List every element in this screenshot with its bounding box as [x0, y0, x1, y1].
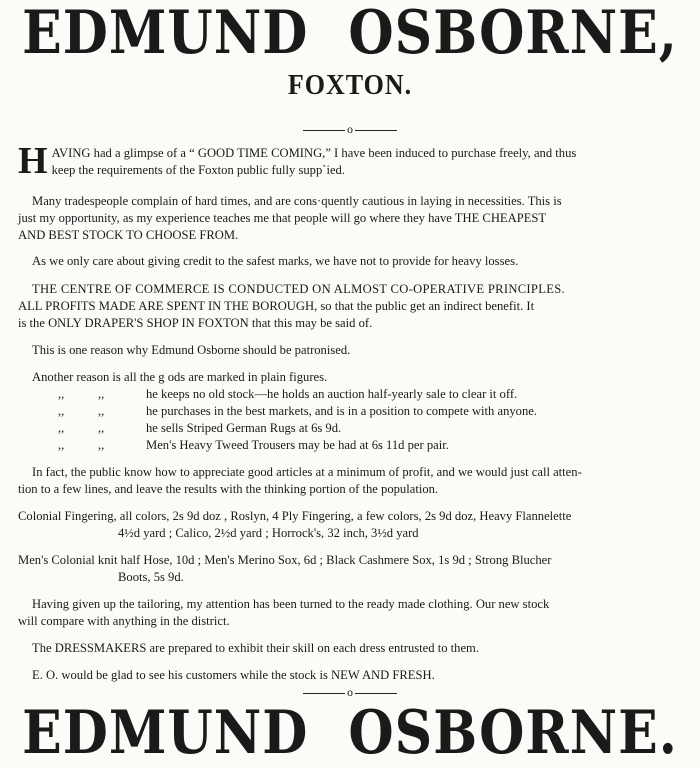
- tradespeople-line-2: just my opportunity, as my experience teaches me that people will go where they have THE CHEAPEST: [18, 211, 547, 225]
- footer-title: [0, 698, 700, 768]
- ditto-mark: ,,: [98, 421, 105, 435]
- reason-item: [58, 386, 698, 403]
- tailoring-line-1: Having given up the tailoring, my attention has been turned to the ready made clothing. Our new stock: [32, 597, 550, 611]
- intro-line-2: keep the requirements of the Foxton public fully supp`ied.: [51, 163, 346, 177]
- reason-item: [58, 437, 698, 454]
- tradespeople-line-1: Many tradespeople complain of hard times, and are cons·quently cautious in laying in necessities. This is: [32, 194, 562, 208]
- ditto-mark: ,,: [98, 387, 105, 401]
- paragraph-dressmakers: The DRESSMAKERS are prepared to exhibit their skill on each dress entrusted to them.: [32, 641, 479, 655]
- ditto-mark: ,,: [98, 404, 105, 418]
- divider-ornament: o: [347, 685, 353, 699]
- header-first-name: EDMUND: [22, 0, 309, 69]
- tradespeople-line-3: AND BEST STOCK TO CHOOSE FROM.: [18, 228, 239, 242]
- tailoring-line-2: will compare with anything in the district.: [18, 614, 230, 628]
- paragraph-one-reason: This is one reason why Edmund Osborne should be patronised.: [32, 343, 351, 357]
- hose-line-1: Men's Colonial knit half Hose, 10d ; Men's Merino Sox, 6d ; Black Cashmere Sox, 1s 9d ; Strong Blucher: [18, 553, 552, 567]
- ditto-mark: ,,: [58, 387, 65, 401]
- ditto-mark: ,,: [58, 438, 65, 452]
- reason-text: he sells Striped German Rugs at 6s 9d.: [146, 421, 342, 435]
- ditto-mark: ,,: [98, 438, 105, 452]
- reason-item: [58, 403, 698, 420]
- reason-item: [58, 420, 698, 437]
- footer-last-name: OSBORNE.: [348, 698, 678, 768]
- commerce-line-2: ALL PROFITS MADE ARE SPENT IN THE BOROUGH, so that the public get an indirect benefit. It: [18, 299, 535, 313]
- commerce-line-1: THE CENTRE OF COMMERCE IS CONDUCTED ON ALMOST CO-OPERATIVE PRINCIPLES.: [32, 282, 565, 296]
- paragraph-another-reason: Another reason is all the g ods are marked in plain figures.: [32, 370, 328, 384]
- reason-text: he purchases in the best markets, and is in a position to compete with anyone.: [146, 404, 538, 418]
- reasons-list: [18, 386, 698, 454]
- paragraph-new-and-fresh: E. O. would be glad to see his customers while the stock is NEW AND FRESH.: [32, 668, 435, 682]
- top-divider: [0, 123, 700, 135]
- header-title: [0, 0, 700, 68]
- drop-cap: H: [18, 140, 48, 182]
- reason-text: he keeps no old stock—he holds an auction half-yearly sale to clear it off.: [146, 387, 518, 401]
- bottom-divider: [0, 686, 700, 698]
- intro-line-1: AVING had a glimpse of a “ GOOD TIME COMING,” I have been induced to purchase freely, and thus: [51, 146, 577, 160]
- paragraph-credit: As we only care about giving credit to the safest marks, we have not to provide for heavy losses.: [32, 254, 519, 268]
- ditto-mark: ,,: [58, 421, 65, 435]
- paragraph-tradespeople: [18, 193, 698, 210]
- in-fact-line-1: In fact, the public know how to appreciate good articles at a minimum of profit, and we would just call atten-: [32, 465, 582, 479]
- ad-body: [18, 140, 698, 684]
- fingering-line-2: 4½d yard ; Calico, 2½d yard ; Horrock's, 32 inch, 3½d yard: [118, 526, 419, 540]
- in-fact-line-2: tion to a few lines, and leave the results with the thinking portion of the population.: [18, 482, 439, 496]
- footer-first-name: EDMUND: [22, 698, 309, 768]
- fingering-line-1: Colonial Fingering, all colors, 2s 9d doz , Roslyn, 4 Ply Fingering, a few colors, 2s 9d doz, Heavy Flannelette: [18, 509, 572, 523]
- divider-ornament: o: [347, 122, 353, 136]
- reason-text: Men's Heavy Tweed Trousers may be had at 6s 11d per pair.: [146, 438, 449, 452]
- commerce-line-3: is the ONLY DRAPER'S SHOP IN FOXTON that this may be said of.: [18, 316, 373, 330]
- header-last-name: OSBORNE,: [348, 0, 678, 69]
- town-name: FOXTON.: [287, 68, 413, 101]
- ditto-mark: ,,: [58, 404, 65, 418]
- paragraph-intro: [18, 140, 698, 182]
- hose-line-2: Boots, 5s 9d.: [118, 570, 184, 584]
